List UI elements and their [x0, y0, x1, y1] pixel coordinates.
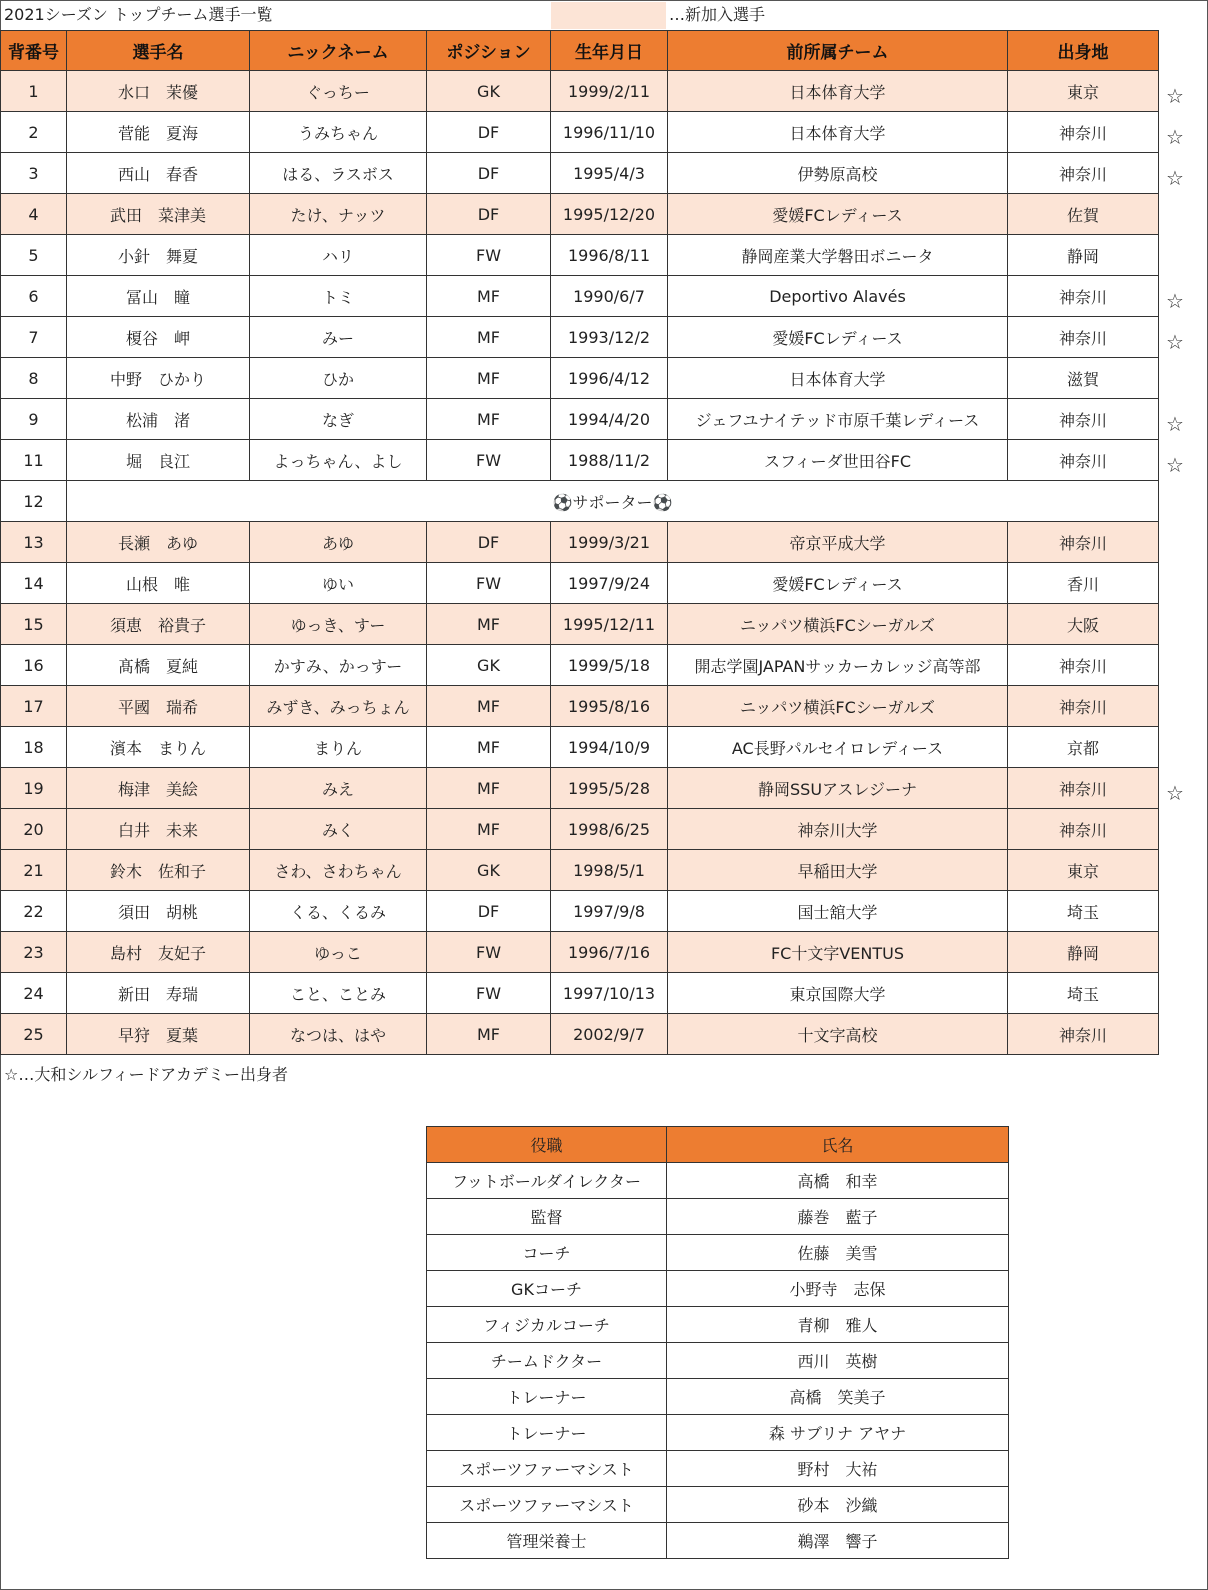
jersey-number: 15 [1, 604, 67, 645]
position: DF [427, 194, 551, 235]
position: GK [427, 645, 551, 686]
previous-team: 日本体育大学 [668, 358, 1008, 399]
jersey-number: 1 [1, 71, 67, 112]
table-row [1, 522, 1159, 563]
jersey-number: 3 [1, 153, 67, 194]
column-header: ポジション [427, 31, 551, 71]
player-name: 山根 唯 [67, 563, 250, 604]
previous-team: 東京国際大学 [668, 973, 1008, 1014]
player-name: 武田 菜津美 [67, 194, 250, 235]
position: DF [427, 522, 551, 563]
hometown: 神奈川 [1008, 686, 1159, 727]
previous-team: 帝京平成大学 [668, 522, 1008, 563]
previous-team: 十文字高校 [668, 1014, 1008, 1055]
table-row [1, 973, 1159, 1014]
staff-role: スポーツファーマシスト [427, 1487, 667, 1523]
jersey-number: 24 [1, 973, 67, 1014]
nickname: みえ [250, 768, 427, 809]
previous-team: 早稲田大学 [668, 850, 1008, 891]
jersey-number: 19 [1, 768, 67, 809]
column-header: 背番号 [1, 31, 67, 71]
nickname: はる、ラスボス [250, 153, 427, 194]
previous-team: 伊勢原高校 [668, 153, 1008, 194]
jersey-number: 6 [1, 276, 67, 317]
player-name: 早狩 夏葉 [67, 1014, 250, 1055]
nickname: なつは、はや [250, 1014, 427, 1055]
nickname: こと、ことみ [250, 973, 427, 1014]
column-header: 前所属チーム [668, 31, 1008, 71]
new-player-legend-swatch [551, 2, 666, 29]
staff-role: チームドクター [427, 1343, 667, 1379]
birth-date: 1996/4/12 [551, 358, 668, 399]
previous-team: 愛媛FCレディース [668, 194, 1008, 235]
table-row [1, 194, 1159, 235]
previous-team: 愛媛FCレディース [668, 563, 1008, 604]
table-row [1, 235, 1159, 276]
nickname: ハリ [250, 235, 427, 276]
position: MF [427, 727, 551, 768]
player-name: 菅能 夏海 [67, 112, 250, 153]
jersey-number: 25 [1, 1014, 67, 1055]
birth-date: 1996/8/11 [551, 235, 668, 276]
hometown: 神奈川 [1008, 317, 1159, 358]
table-row [427, 1415, 1009, 1451]
staff-name: 藤巻 藍子 [667, 1199, 1009, 1235]
staff-role: GKコーチ [427, 1271, 667, 1307]
nickname: あゆ [250, 522, 427, 563]
birth-date: 1999/3/21 [551, 522, 668, 563]
player-name: 榎谷 岬 [67, 317, 250, 358]
hometown: 東京 [1008, 71, 1159, 112]
position: MF [427, 358, 551, 399]
hometown: 神奈川 [1008, 809, 1159, 850]
hometown: 京都 [1008, 727, 1159, 768]
academy-star-icon: ☆ [1166, 289, 1184, 313]
jersey-number: 20 [1, 809, 67, 850]
position: DF [427, 153, 551, 194]
jersey-number: 13 [1, 522, 67, 563]
previous-team: Deportivo Alavés [668, 276, 1008, 317]
previous-team: 日本体育大学 [668, 112, 1008, 153]
staff-name: 野村 大祐 [667, 1451, 1009, 1487]
player-name: 髙橋 夏純 [67, 645, 250, 686]
table-row [1, 112, 1159, 153]
birth-date: 1994/10/9 [551, 727, 668, 768]
position: MF [427, 276, 551, 317]
roster-header-row [1, 31, 1159, 71]
birth-date: 1997/10/13 [551, 973, 668, 1014]
player-name: 長瀬 あゆ [67, 522, 250, 563]
table-row [1, 604, 1159, 645]
academy-star-icon: ☆ [1166, 84, 1184, 108]
table-row [427, 1163, 1009, 1199]
jersey-number: 21 [1, 850, 67, 891]
nickname: なぎ [250, 399, 427, 440]
birth-date: 1999/5/18 [551, 645, 668, 686]
previous-team: 国士舘大学 [668, 891, 1008, 932]
table-row [1, 317, 1159, 358]
player-name: 小針 舞夏 [67, 235, 250, 276]
staff-role: コーチ [427, 1235, 667, 1271]
player-name: 須恵 裕貴子 [67, 604, 250, 645]
table-row [1, 932, 1159, 973]
nickname: うみちゃん [250, 112, 427, 153]
hometown: 東京 [1008, 850, 1159, 891]
hometown: 神奈川 [1008, 276, 1159, 317]
academy-star-icon: ☆ [1166, 453, 1184, 477]
column-header: 選手名 [67, 31, 250, 71]
birth-date: 1995/8/16 [551, 686, 668, 727]
previous-team: FC十文字VENTUS [668, 932, 1008, 973]
table-row [1, 399, 1159, 440]
position: MF [427, 686, 551, 727]
position: MF [427, 399, 551, 440]
staff-name: 小野寺 志保 [667, 1271, 1009, 1307]
nickname: まりん [250, 727, 427, 768]
column-header: 出身地 [1008, 31, 1159, 71]
player-name: 須田 胡桃 [67, 891, 250, 932]
jersey-number: 16 [1, 645, 67, 686]
column-header: ニックネーム [250, 31, 427, 71]
jersey-number: 5 [1, 235, 67, 276]
table-row [427, 1523, 1009, 1559]
nickname: くる、くるみ [250, 891, 427, 932]
player-name: 堀 良江 [67, 440, 250, 481]
hometown: 神奈川 [1008, 153, 1159, 194]
jersey-number: 8 [1, 358, 67, 399]
page-title: 2021シーズン トップチーム選手一覧 [4, 5, 273, 24]
column-header: 生年月日 [551, 31, 668, 71]
staff-name: 青柳 雅人 [667, 1307, 1009, 1343]
previous-team: 静岡SSUアスレジーナ [668, 768, 1008, 809]
academy-star-icon: ☆ [1166, 166, 1184, 190]
jersey-number: 22 [1, 891, 67, 932]
hometown: 神奈川 [1008, 112, 1159, 153]
position: GK [427, 850, 551, 891]
supporter-row-label: ⚽サポーター⚽ [67, 481, 1159, 522]
table-row [427, 1451, 1009, 1487]
table-row [1, 768, 1159, 809]
player-name: 平國 瑞希 [67, 686, 250, 727]
birth-date: 1988/11/2 [551, 440, 668, 481]
staff-name: 砂本 沙織 [667, 1487, 1009, 1523]
previous-team: ジェフユナイテッド市原千葉レディース [668, 399, 1008, 440]
jersey-number: 23 [1, 932, 67, 973]
academy-star-icon: ☆ [1166, 781, 1184, 805]
staff-name: 高橋 和幸 [667, 1163, 1009, 1199]
hometown: 神奈川 [1008, 399, 1159, 440]
birth-date: 1997/9/24 [551, 563, 668, 604]
position: MF [427, 809, 551, 850]
table-row [1, 153, 1159, 194]
academy-note: ☆…大和シルフィードアカデミー出身者 [4, 1065, 289, 1084]
hometown: 神奈川 [1008, 768, 1159, 809]
position: MF [427, 1014, 551, 1055]
player-name: 梅津 美絵 [67, 768, 250, 809]
hometown: 埼玉 [1008, 973, 1159, 1014]
previous-team: 静岡産業大学磐田ボニータ [668, 235, 1008, 276]
player-name: 中野 ひかり [67, 358, 250, 399]
table-row [1, 645, 1159, 686]
hometown: 神奈川 [1008, 1014, 1159, 1055]
position: FW [427, 563, 551, 604]
staff-table [426, 1126, 1009, 1559]
birth-date: 1996/7/16 [551, 932, 668, 973]
position: DF [427, 112, 551, 153]
hometown: 埼玉 [1008, 891, 1159, 932]
nickname: さわ、さわちゃん [250, 850, 427, 891]
nickname: みく [250, 809, 427, 850]
birth-date: 1994/4/20 [551, 399, 668, 440]
table-row [1, 1014, 1159, 1055]
table-row [1, 686, 1159, 727]
academy-star-icon: ☆ [1166, 412, 1184, 436]
staff-name: 佐藤 美雪 [667, 1235, 1009, 1271]
hometown: 滋賀 [1008, 358, 1159, 399]
hometown: 佐賀 [1008, 194, 1159, 235]
table-row [427, 1199, 1009, 1235]
table-row [1, 71, 1159, 112]
hometown: 神奈川 [1008, 645, 1159, 686]
table-row [1, 276, 1159, 317]
jersey-number: 9 [1, 399, 67, 440]
birth-date: 1996/11/10 [551, 112, 668, 153]
table-row [427, 1487, 1009, 1523]
birth-date: 1999/2/11 [551, 71, 668, 112]
table-row [427, 1379, 1009, 1415]
table-row [1, 358, 1159, 399]
staff-name: 鵜澤 響子 [667, 1523, 1009, 1559]
table-row [1, 809, 1159, 850]
staff-role: 管理栄養士 [427, 1523, 667, 1559]
table-row [427, 1307, 1009, 1343]
position: MF [427, 768, 551, 809]
jersey-number: 2 [1, 112, 67, 153]
nickname: かすみ、かっすー [250, 645, 427, 686]
jersey-number: 12 [1, 481, 67, 522]
jersey-number: 7 [1, 317, 67, 358]
position: MF [427, 604, 551, 645]
previous-team: ニッパツ横浜FCシーガルズ [668, 686, 1008, 727]
column-header: 氏名 [667, 1127, 1009, 1163]
staff-role: トレーナー [427, 1415, 667, 1451]
position: FW [427, 235, 551, 276]
birth-date: 1995/5/28 [551, 768, 668, 809]
jersey-number: 17 [1, 686, 67, 727]
position: MF [427, 317, 551, 358]
previous-team: 日本体育大学 [668, 71, 1008, 112]
column-header: 役職 [427, 1127, 667, 1163]
position: DF [427, 891, 551, 932]
nickname: ゆっこ [250, 932, 427, 973]
player-name: 冨山 瞳 [67, 276, 250, 317]
birth-date: 1998/5/1 [551, 850, 668, 891]
hometown: 神奈川 [1008, 440, 1159, 481]
staff-role: フィジカルコーチ [427, 1307, 667, 1343]
table-row [427, 1271, 1009, 1307]
hometown: 大阪 [1008, 604, 1159, 645]
nickname: たけ、ナッツ [250, 194, 427, 235]
player-name: 新田 寿瑞 [67, 973, 250, 1014]
jersey-number: 11 [1, 440, 67, 481]
birth-date: 1995/12/20 [551, 194, 668, 235]
player-name: 島村 友妃子 [67, 932, 250, 973]
nickname: ゆい [250, 563, 427, 604]
player-name: 水口 茉優 [67, 71, 250, 112]
birth-date: 1993/12/2 [551, 317, 668, 358]
birth-date: 1998/6/25 [551, 809, 668, 850]
hometown: 静岡 [1008, 932, 1159, 973]
nickname: みずき、みっちょん [250, 686, 427, 727]
hometown: 静岡 [1008, 235, 1159, 276]
jersey-number: 18 [1, 727, 67, 768]
nickname: よっちゃん、よし [250, 440, 427, 481]
previous-team: 愛媛FCレディース [668, 317, 1008, 358]
birth-date: 1995/4/3 [551, 153, 668, 194]
position: FW [427, 973, 551, 1014]
previous-team: ニッパツ横浜FCシーガルズ [668, 604, 1008, 645]
birth-date: 1997/9/8 [551, 891, 668, 932]
nickname: みー [250, 317, 427, 358]
staff-role: フットボールダイレクター [427, 1163, 667, 1199]
nickname: ぐっちー [250, 71, 427, 112]
academy-star-icon: ☆ [1166, 125, 1184, 149]
position: FW [427, 932, 551, 973]
birth-date: 1995/12/11 [551, 604, 668, 645]
player-name: 鈴木 佐和子 [67, 850, 250, 891]
nickname: トミ [250, 276, 427, 317]
academy-star-icon: ☆ [1166, 330, 1184, 354]
table-row [427, 1235, 1009, 1271]
table-row [1, 440, 1159, 481]
staff-name: 高橋 笑美子 [667, 1379, 1009, 1415]
player-name: 白井 未来 [67, 809, 250, 850]
staff-role: 監督 [427, 1199, 667, 1235]
previous-team: 開志学園JAPANサッカーカレッジ高等部 [668, 645, 1008, 686]
table-row [1, 850, 1159, 891]
jersey-number: 4 [1, 194, 67, 235]
roster-table [0, 30, 1159, 1055]
table-row [1, 891, 1159, 932]
position: GK [427, 71, 551, 112]
player-name: 濱本 まりん [67, 727, 250, 768]
staff-role: トレーナー [427, 1379, 667, 1415]
player-name: 西山 春香 [67, 153, 250, 194]
staff-name: 森 サブリナ アヤナ [667, 1415, 1009, 1451]
previous-team: 神奈川大学 [668, 809, 1008, 850]
table-row [427, 1343, 1009, 1379]
table-row [1, 563, 1159, 604]
birth-date: 2002/9/7 [551, 1014, 668, 1055]
nickname: ひか [250, 358, 427, 399]
nickname: ゆっき、すー [250, 604, 427, 645]
hometown: 香川 [1008, 563, 1159, 604]
position: FW [427, 440, 551, 481]
table-row [1, 727, 1159, 768]
birth-date: 1990/6/7 [551, 276, 668, 317]
previous-team: スフィーダ世田谷FC [668, 440, 1008, 481]
jersey-number: 14 [1, 563, 67, 604]
staff-role: スポーツファーマシスト [427, 1451, 667, 1487]
staff-header-row [427, 1127, 1009, 1163]
previous-team: AC長野パルセイロレディース [668, 727, 1008, 768]
player-name: 松浦 渚 [67, 399, 250, 440]
new-player-legend-label: …新加入選手 [669, 5, 766, 24]
hometown: 神奈川 [1008, 522, 1159, 563]
table-row [1, 481, 1159, 522]
staff-name: 西川 英樹 [667, 1343, 1009, 1379]
